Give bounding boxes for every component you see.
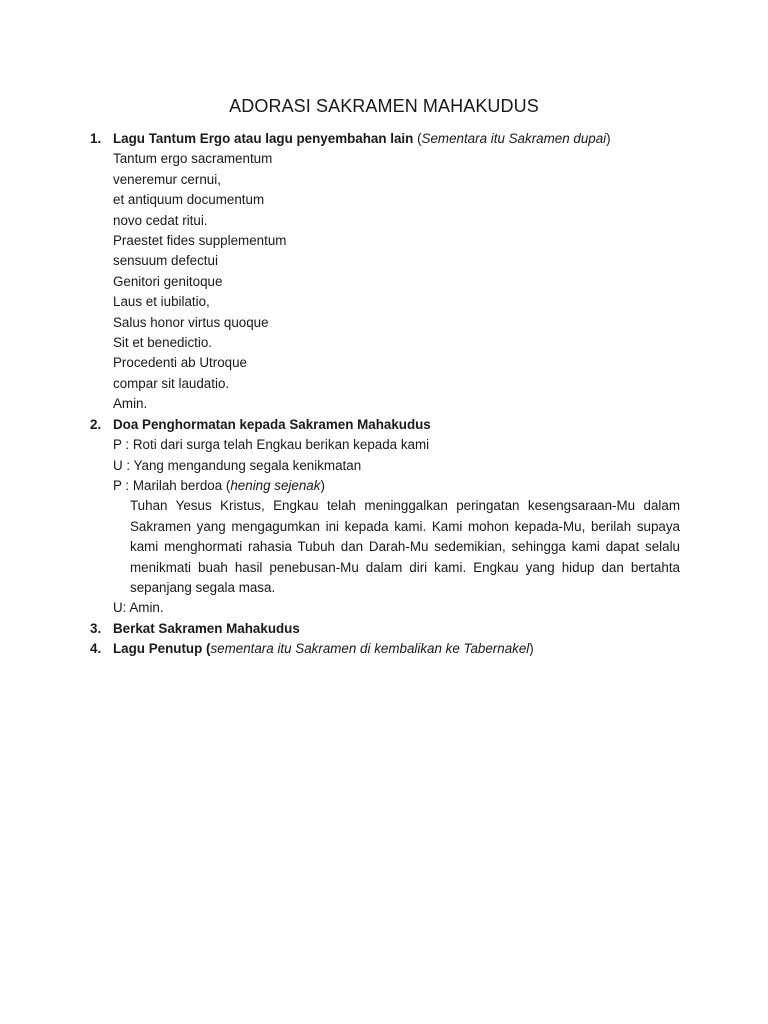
note-close: ) [529, 641, 534, 657]
item-number: 2. [90, 416, 102, 432]
document-body [90, 129, 680, 660]
hymn-line: Laus et iubilatio, [113, 294, 210, 310]
prayer-intro-text: P : Marilah berdoa ( [113, 477, 231, 493]
item-number: 3. [90, 620, 102, 636]
item-note: Sementara itu Sakramen dupai [421, 131, 607, 146]
priest-line: P : Roti dari surga telah Engkau berikan kepada kami [113, 437, 430, 453]
hymn-line: Amin. [113, 396, 148, 412]
item-heading: Berkat Sakramen Mahakudus [113, 620, 300, 636]
prayer-intro-close: ) [320, 477, 325, 493]
note-open: ( [413, 131, 422, 146]
page-title: ADORASI SAKRAMEN MAHAKUDUS [229, 96, 539, 116]
people-line: U : Yang mengandung segala kenikmatan [113, 457, 362, 473]
item-heading: Lagu Tantum Ergo atau lagu penyembahan lain [113, 131, 414, 146]
item-heading: Doa Penghormatan kepada Sakramen Mahakudus [113, 416, 431, 432]
list-item-3 [90, 619, 680, 639]
list-item-2 [90, 415, 680, 619]
hymn-line: Praestet fides supplementum [113, 233, 287, 249]
list-item-4 [90, 639, 680, 659]
prayer-intro [113, 476, 680, 496]
prayer-intro-italic: hening sejenak [230, 477, 321, 493]
hymn-line: compar sit laudatio. [113, 375, 230, 391]
item-heading-line [113, 639, 680, 659]
item-number: 4. [90, 641, 102, 657]
item-heading-line [113, 619, 680, 639]
hymn-line: Procedenti ab Utroque [113, 355, 247, 371]
hymn-line: et antiquum documentum [113, 192, 265, 208]
hymn-line: veneremur cernui, [113, 171, 221, 187]
hymn-line: Sit et benedictio. [113, 335, 213, 351]
list-item-1 [90, 129, 680, 415]
item-note: sementara itu Sakramen di kembalikan ke Tabernakel [210, 641, 530, 657]
hymn-line: Tantum ergo sacramentum [113, 151, 273, 167]
item-number: 1. [90, 131, 102, 146]
item-heading-line [113, 415, 680, 435]
prayer-paragraph: Tuhan Yesus Kristus, Engkau telah meninggalkan peringatan kesengsaraan-Mu dalam Sakramen yang mengagumkan ini kepada kami. Kami mohon kepada-Mu, berilah supaya kami menghormati rahasia Tubuh dan Darah-Mu sedemikian, sehingga kami dapat selalu menikmati buah hasil penebusan-Mu dalam diri kami. Engkau yang hidup dan bertahta sepanjang segala masa. [130, 498, 680, 595]
note-close: ) [606, 131, 611, 146]
item-heading: Lagu Penutup ( [113, 641, 211, 657]
item-heading-line [113, 129, 680, 149]
hymn-line: Genitori genitoque [113, 273, 223, 289]
hymn-line: novo cedat ritui. [113, 212, 208, 228]
response-line: U: Amin. [113, 600, 164, 616]
hymn-line: sensuum defectui [113, 253, 218, 269]
hymn-line: Salus honor virtus quoque [113, 314, 269, 330]
